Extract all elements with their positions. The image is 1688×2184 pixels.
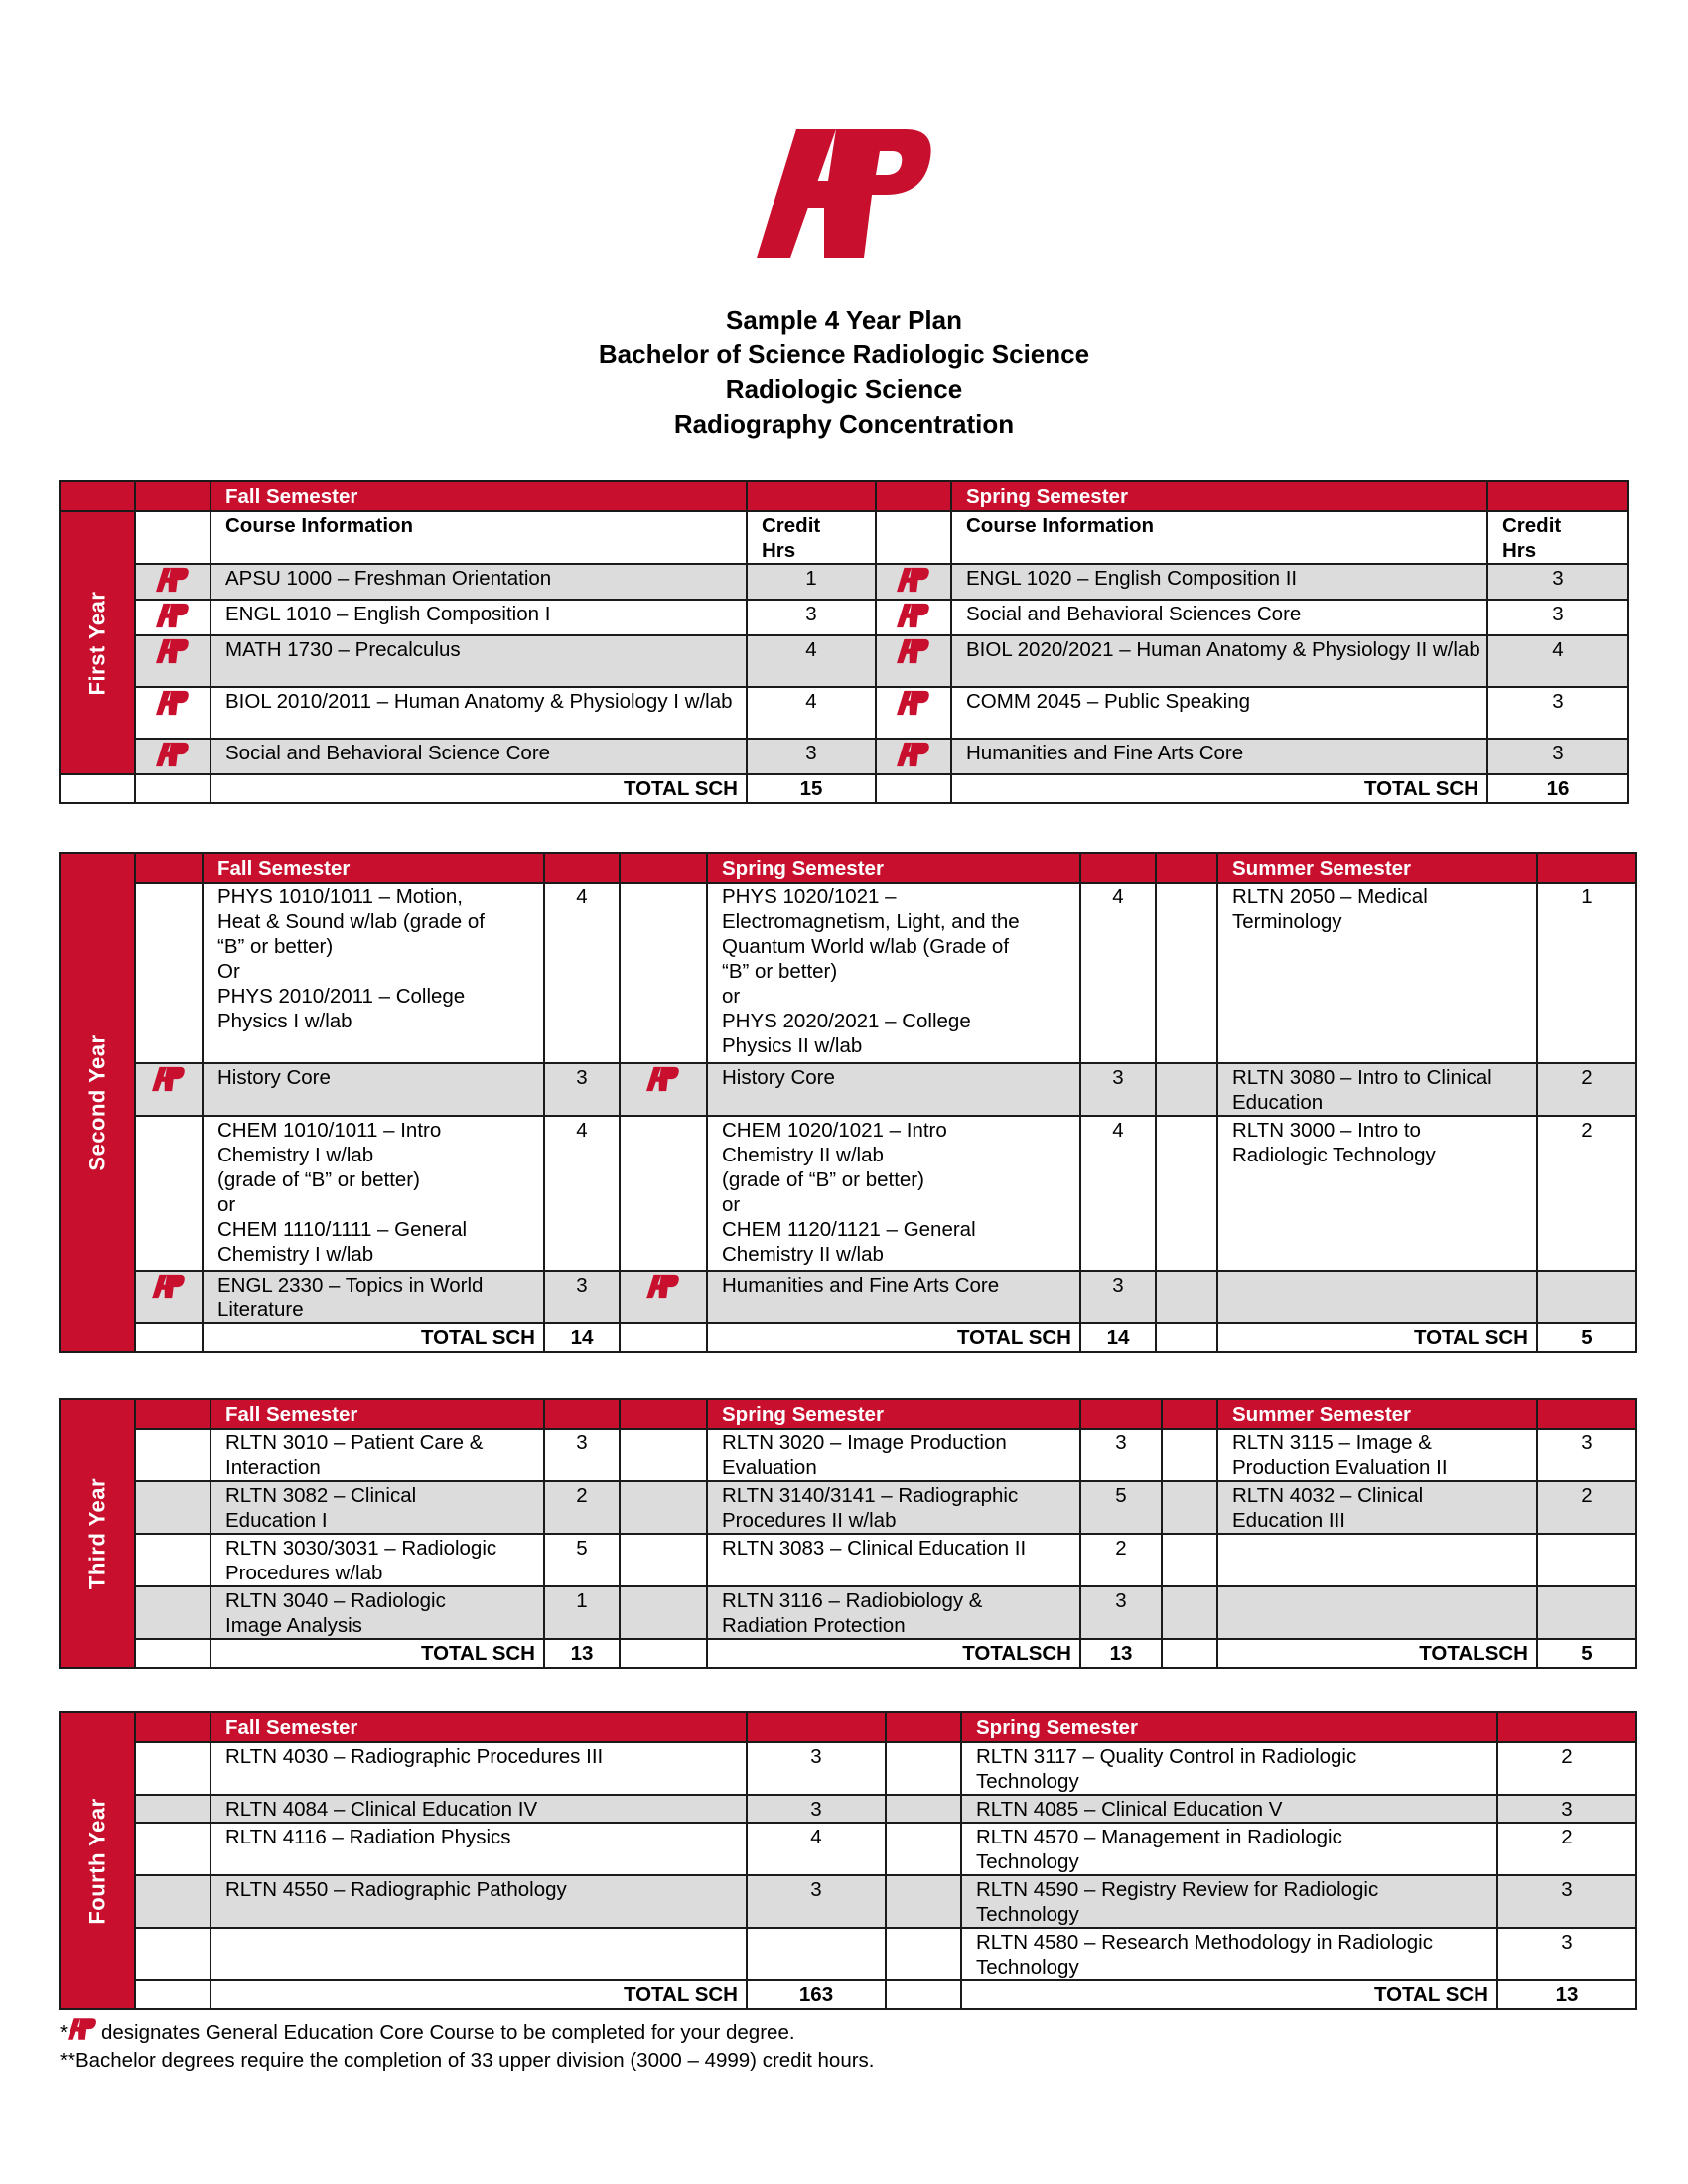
credit-value: 2: [1497, 1742, 1636, 1795]
credit-value: 2: [1537, 1063, 1636, 1116]
course-name: RLTN 3083 – Clinical Education II: [707, 1534, 1080, 1586]
table-row: [60, 1063, 1636, 1116]
gen-ed-icon: [135, 600, 211, 635]
course-name: RLTN 4084 – Clinical Education IV: [211, 1795, 747, 1823]
course-name: ENGL 1020 – English Composition II: [951, 564, 1487, 600]
course-name: PHYS 1010/1011 – Motion, Heat & Sound w/lab (grade of “B” or better) Or PHYS 2010/2011 – College Physics I w/lab: [203, 883, 544, 1063]
header-blank: [135, 481, 211, 511]
summer-semester-header: Summer Semester: [1217, 1399, 1537, 1429]
gen-ed-icon: [68, 2017, 97, 2041]
total-value: 5: [1537, 1323, 1636, 1352]
total-label: TOTAL SCH: [707, 1323, 1080, 1352]
year-label: Second Year: [60, 853, 135, 1352]
credit-value: 2: [1537, 1116, 1636, 1271]
course-info-header: Course Information: [211, 511, 747, 564]
total-row: [60, 1639, 1636, 1668]
total-value: 14: [1080, 1323, 1156, 1352]
gen-ed-icon: [135, 564, 211, 600]
course-name: Social and Behavioral Science Core: [211, 739, 747, 774]
course-name: RLTN 3010 – Patient Care & Interaction: [211, 1429, 544, 1481]
course-name: RLTN 4550 – Radiographic Pathology: [211, 1875, 747, 1928]
year-label: Third Year: [60, 1399, 135, 1668]
fall-semester-header: Fall Semester: [211, 1399, 544, 1429]
credit-value: [1537, 1534, 1636, 1586]
credit-value: 2: [544, 1481, 620, 1534]
credit-value: 1: [747, 564, 876, 600]
credit-value: 3: [544, 1063, 620, 1116]
gen-ed-icon: [876, 600, 951, 635]
third-year-table: [59, 1398, 1637, 1669]
gen-ed-icon: [135, 1271, 203, 1323]
gen-ed-icon: [876, 564, 951, 600]
course-name: RLTN 4590 – Registry Review for Radiologic Technology: [961, 1875, 1497, 1928]
credit-value: 3: [1497, 1795, 1636, 1823]
course-name: Humanities and Fine Arts Core: [707, 1271, 1080, 1323]
course-name: [1217, 1271, 1537, 1323]
table-row: [60, 1534, 1636, 1586]
credit-value: 2: [1537, 1481, 1636, 1534]
course-name: RLTN 4570 – Management in Radiologic Technology: [961, 1823, 1497, 1875]
credit-value: 3: [747, 1795, 886, 1823]
credit-value: 4: [747, 687, 876, 739]
table-row: [60, 1823, 1636, 1875]
table-row: [60, 1795, 1636, 1823]
course-name: PHYS 1020/1021 – Electromagnetism, Light, and the Quantum World w/lab (Grade of “B” or better) or PHYS 2020/2021 – College Physics II w/lab: [707, 883, 1080, 1063]
table-row: [60, 739, 1628, 774]
credit-value: [747, 1928, 886, 1980]
footnote-2: [60, 2047, 875, 2075]
fall-semester-header: Fall Semester: [211, 481, 747, 511]
course-name: RLTN 4580 – Research Methodology in Radiologic Technology: [961, 1928, 1497, 1980]
credit-value: 3: [747, 600, 876, 635]
table-row: [60, 687, 1628, 739]
credit-value: 2: [1080, 1534, 1162, 1586]
spring-semester-header: Spring Semester: [707, 853, 1080, 883]
credit-value: 3: [544, 1271, 620, 1323]
course-name: History Core: [707, 1063, 1080, 1116]
credit-value: 5: [544, 1534, 620, 1586]
year-label: First Year: [60, 511, 135, 774]
table-row: [60, 1481, 1636, 1534]
total-value: 163: [747, 1980, 886, 2009]
total-row: [60, 774, 1628, 803]
credit-value: 4: [1080, 883, 1156, 1063]
table-row: [60, 600, 1628, 635]
course-name: [1217, 1534, 1537, 1586]
course-name: Social and Behavioral Sciences Core: [951, 600, 1487, 635]
credit-value: 3: [1487, 600, 1628, 635]
course-name: RLTN 3140/3141 – Radiographic Procedures II w/lab: [707, 1481, 1080, 1534]
header-blank: [1487, 481, 1628, 511]
course-name: RLTN 3116 – Radiobiology & Radiation Protection: [707, 1586, 1080, 1639]
credit-value: 3: [1497, 1928, 1636, 1980]
credit-value: 3: [1487, 564, 1628, 600]
total-value: 13: [544, 1639, 620, 1668]
title-line-4: Radiography Concentration: [673, 409, 1015, 439]
year-label: Fourth Year: [60, 1712, 135, 2009]
credit-value: 4: [747, 635, 876, 687]
gen-ed-icon: [876, 739, 951, 774]
course-name: ENGL 1010 – English Composition I: [211, 600, 747, 635]
course-name: COMM 2045 – Public Speaking: [951, 687, 1487, 739]
gen-ed-icon: [876, 635, 951, 687]
total-value: 16: [1487, 774, 1628, 803]
total-label: TOTAL SCH: [951, 774, 1487, 803]
credit-value: 5: [1080, 1481, 1162, 1534]
course-name: RLTN 4030 – Radiographic Procedures III: [211, 1742, 747, 1795]
course-name: CHEM 1010/1011 – Intro Chemistry I w/lab (grade of “B” or better) or CHEM 1110/1111 – General Chemistry I w/lab: [203, 1116, 544, 1271]
spring-semester-header: Spring Semester: [951, 481, 1487, 511]
credit-value: 3: [1080, 1271, 1156, 1323]
table-row: [60, 1928, 1636, 1980]
credit-hrs-header: Credit Hrs: [1487, 511, 1628, 564]
header-blank: [876, 481, 951, 511]
total-row: [60, 1980, 1636, 2009]
course-name: RLTN 3000 – Intro to Radiologic Technology: [1217, 1116, 1537, 1271]
ap-logo: [757, 129, 937, 258]
course-name: RLTN 4085 – Clinical Education V: [961, 1795, 1497, 1823]
table-row: [60, 635, 1628, 687]
table-row: [60, 1429, 1636, 1481]
course-name: BIOL 2010/2011 – Human Anatomy & Physiology I w/lab: [211, 687, 747, 739]
credit-value: 4: [1487, 635, 1628, 687]
credit-value: 3: [1487, 739, 1628, 774]
course-name: [1217, 1586, 1537, 1639]
course-name: ENGL 2330 – Topics in World Literature: [203, 1271, 544, 1323]
gen-ed-icon: [135, 687, 211, 739]
second-year-table: [59, 852, 1637, 1353]
header-blank: [60, 481, 135, 511]
credit-value: 3: [1537, 1429, 1636, 1481]
total-label: TOTAL SCH: [211, 1639, 544, 1668]
course-name: [211, 1928, 747, 1980]
total-label: TOTAL SCH: [1217, 1323, 1537, 1352]
fourth-year-table: [59, 1711, 1637, 2010]
credit-value: 4: [1080, 1116, 1156, 1271]
table-row: [60, 1875, 1636, 1928]
credit-value: [1537, 1271, 1636, 1323]
fall-semester-header: Fall Semester: [203, 853, 544, 883]
total-value: 5: [1537, 1639, 1636, 1668]
gen-ed-icon: [135, 635, 211, 687]
course-name: RLTN 3080 – Intro to Clinical Education: [1217, 1063, 1537, 1116]
gen-ed-icon: [620, 1271, 707, 1323]
course-name: Humanities and Fine Arts Core: [951, 739, 1487, 774]
credit-value: 3: [1487, 687, 1628, 739]
total-value: 14: [544, 1323, 620, 1352]
summer-semester-header: Summer Semester: [1217, 853, 1537, 883]
total-label: TOTAL SCH: [961, 1980, 1497, 2009]
course-name: BIOL 2020/2021 – Human Anatomy & Physiology II w/lab: [951, 635, 1487, 687]
course-name: History Core: [203, 1063, 544, 1116]
credit-value: 4: [544, 1116, 620, 1271]
credit-value: 3: [544, 1429, 620, 1481]
credit-value: 1: [544, 1586, 620, 1639]
course-name: RLTN 3082 – Clinical Education I: [211, 1481, 544, 1534]
first-year-table: [59, 480, 1629, 804]
credit-value: 4: [544, 883, 620, 1063]
course-name: RLTN 2050 – Medical Terminology: [1217, 883, 1537, 1063]
table-row: [60, 883, 1636, 1063]
gen-ed-icon: [135, 739, 211, 774]
table-row: [60, 1271, 1636, 1323]
footnote-1: [60, 2017, 795, 2047]
table-row: [60, 1742, 1636, 1795]
table-row: [60, 1586, 1636, 1639]
course-name: RLTN 3117 – Quality Control in Radiologic Technology: [961, 1742, 1497, 1795]
spring-semester-header: Spring Semester: [707, 1399, 1080, 1429]
credit-value: 2: [1497, 1823, 1636, 1875]
spring-semester-header: Spring Semester: [961, 1712, 1497, 1742]
total-label: TOTAL SCH: [211, 1980, 747, 2009]
total-label: TOTALSCH: [1217, 1639, 1537, 1668]
credit-value: [1537, 1586, 1636, 1639]
footnote-text: designates General Education Core Course to be completed for your degree.: [100, 2021, 795, 2044]
course-name: RLTN 3020 – Image Production Evaluation: [707, 1429, 1080, 1481]
course-name: RLTN 4032 – Clinical Education III: [1217, 1481, 1537, 1534]
course-name: RLTN 3030/3031 – Radiologic Procedures w/lab: [211, 1534, 544, 1586]
gen-ed-icon: [876, 687, 951, 739]
credit-value: 3: [747, 1742, 886, 1795]
course-name: RLTN 4116 – Radiation Physics: [211, 1823, 747, 1875]
gen-ed-icon: [135, 1063, 203, 1116]
total-value: 13: [1080, 1639, 1162, 1668]
course-name: APSU 1000 – Freshman Orientation: [211, 564, 747, 600]
course-name: MATH 1730 – Precalculus: [211, 635, 747, 687]
footnote-text: **Bachelor degrees require the completion of 33 upper division (3000 – 4999) credit hours.: [60, 2049, 875, 2072]
credit-value: 3: [1080, 1586, 1162, 1639]
course-name: RLTN 3115 – Image & Production Evaluation II: [1217, 1429, 1537, 1481]
footnote-star: *: [60, 2021, 68, 2044]
table-row: [60, 1116, 1636, 1271]
table-row: [60, 564, 1628, 600]
total-value: 15: [747, 774, 876, 803]
document-title: [0, 303, 1688, 442]
total-value: 13: [1497, 1980, 1636, 2009]
total-label: TOTAL SCH: [203, 1323, 544, 1352]
course-info-header: Course Information: [951, 511, 1487, 564]
total-row: [60, 1323, 1636, 1352]
title-line-3: Radiologic Science: [725, 374, 963, 404]
total-label: TOTAL SCH: [211, 774, 747, 803]
credit-value: 3: [747, 739, 876, 774]
title-line-1: Sample 4 Year Plan: [726, 305, 962, 335]
header-blank: [747, 481, 876, 511]
credit-value: 3: [1080, 1429, 1162, 1481]
credit-value: 3: [1080, 1063, 1156, 1116]
course-name: CHEM 1020/1021 – Intro Chemistry II w/lab (grade of “B” or better) or CHEM 1120/1121 – General Chemistry II w/lab: [707, 1116, 1080, 1271]
gen-ed-icon: [620, 1063, 707, 1116]
credit-hrs-header: Credit Hrs: [747, 511, 876, 564]
fall-semester-header: Fall Semester: [211, 1712, 747, 1742]
course-name: RLTN 3040 – Radiologic Image Analysis: [211, 1586, 544, 1639]
credit-value: 1: [1537, 883, 1636, 1063]
credit-value: 3: [1497, 1875, 1636, 1928]
title-line-2: Bachelor of Science Radiologic Science: [598, 340, 1090, 369]
total-label: TOTALSCH: [707, 1639, 1080, 1668]
credit-value: 4: [747, 1823, 886, 1875]
credit-value: 3: [747, 1875, 886, 1928]
